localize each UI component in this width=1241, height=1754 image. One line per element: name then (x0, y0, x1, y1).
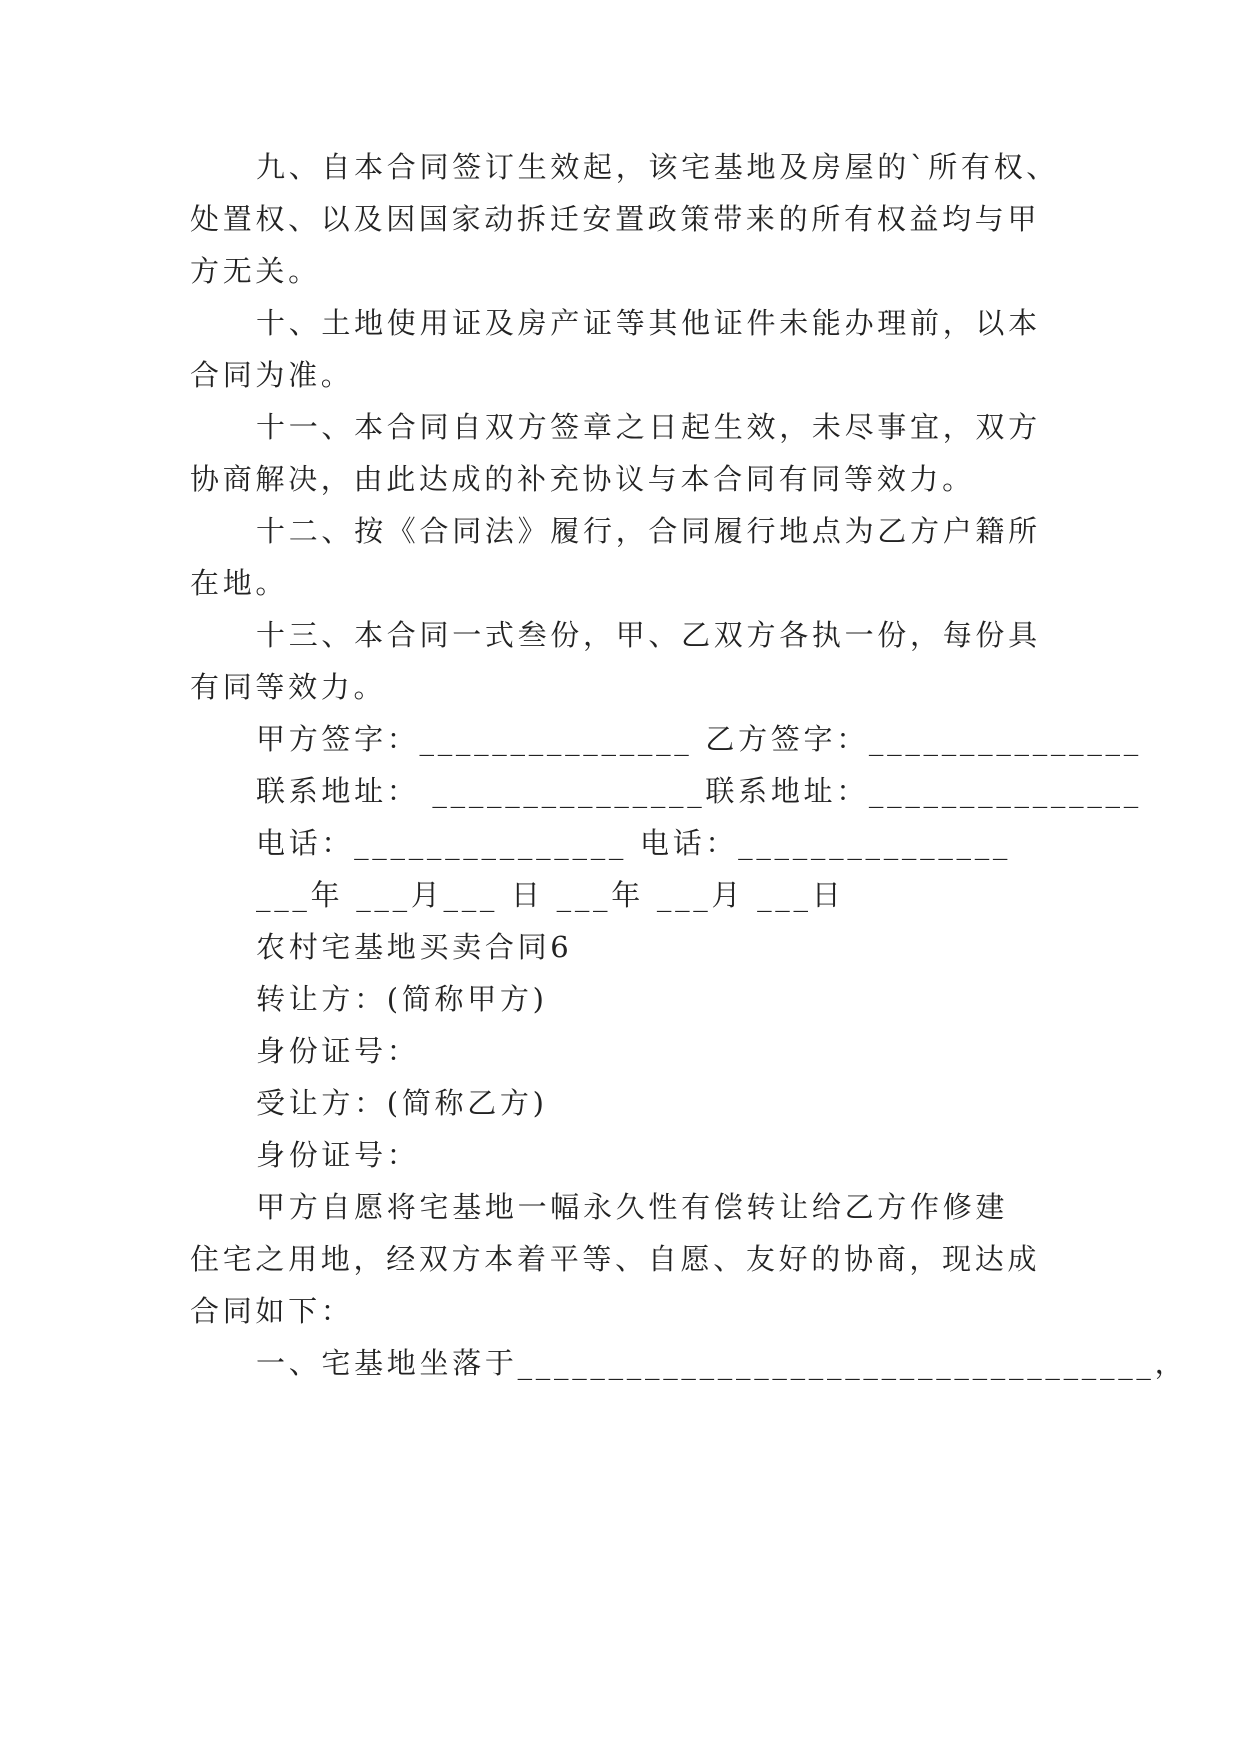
clause-10-line-1: 十、土地使用证及房产证等其他证件未能办理前，以本 (256, 306, 1041, 340)
preamble-line-3: 合同如下： (190, 1294, 354, 1328)
clause-10-line-2: 合同为准。 (190, 358, 354, 392)
clause-1-line-1: 一、宅基地坐落于___________________________________， (256, 1346, 1188, 1380)
transferee-line: 受让方：(简称乙方) (256, 1086, 548, 1120)
address-line: 联系地址： _______________联系地址：_______________ (256, 774, 1142, 808)
section-title: 农村宅基地买卖合同6 (256, 930, 573, 964)
transferor-id-line: 身份证号： (256, 1034, 420, 1068)
clause-12-line-1: 十二、按《合同法》履行，合同履行地点为乙方户籍所 (256, 514, 1041, 548)
transferee-id-line: 身份证号： (256, 1138, 420, 1172)
clause-9-line-3: 方无关。 (190, 254, 321, 288)
clause-9-line-1: 九、自本合同签订生效起，该宅基地及房屋的`所有权、 (256, 150, 1060, 184)
phone-line: 电话：_______________ 电话：_______________ (256, 826, 1012, 860)
preamble-line-1: 甲方自愿将宅基地一幅永久性有偿转让给乙方作修建 (256, 1190, 1009, 1224)
clause-13-line-1: 十三、本合同一式叁份，甲、乙双方各执一份，每份具 (256, 618, 1041, 652)
preamble-line-2: 住宅之用地，经双方本着平等、自愿、友好的协商，现达成 (190, 1242, 1041, 1276)
clause-12-line-2: 在地。 (190, 566, 289, 600)
transferor-line: 转让方：(简称甲方) (256, 982, 548, 1016)
clause-13-line-2: 有同等效力。 (190, 670, 387, 704)
clause-9-line-2: 处置权、以及因国家动拆迁安置政策带来的所有权益均与甲 (190, 202, 1041, 236)
clause-11-line-1: 十一、本合同自双方签章之日起生效，未尽事宜，双方 (256, 410, 1041, 444)
date-line: ___年 ___月___ 日 ___年 ___月 ___日 (256, 878, 845, 912)
signature-line: 甲方签字：_______________ 乙方签字：_______________ (256, 722, 1142, 756)
clause-11-line-2: 协商解决，由此达成的补充协议与本合同有同等效力。 (190, 462, 975, 496)
